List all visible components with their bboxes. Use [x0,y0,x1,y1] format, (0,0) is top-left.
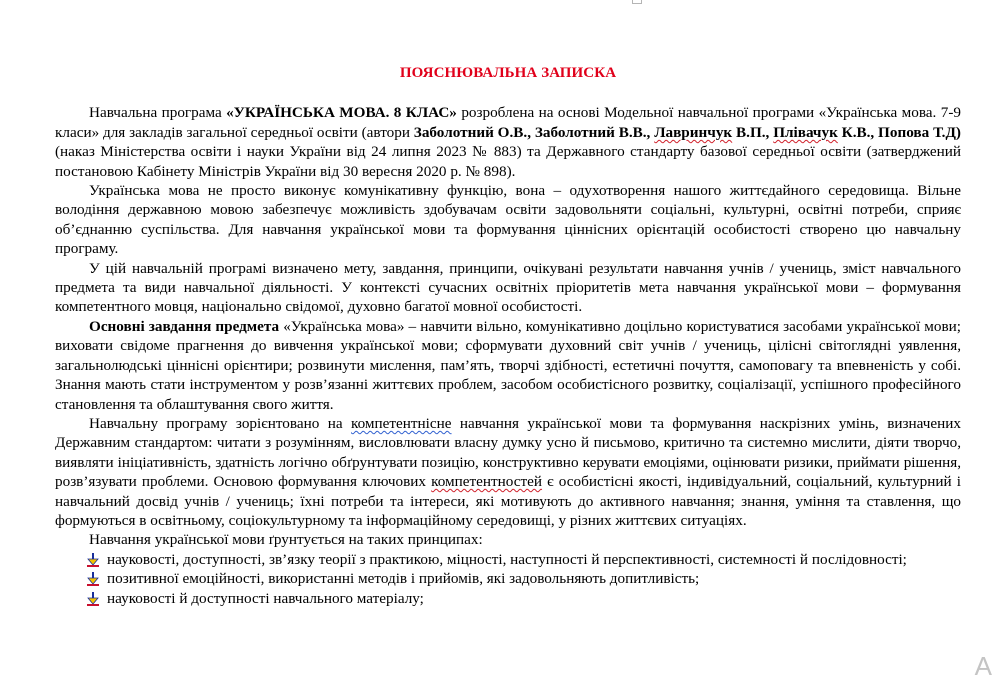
paragraph-language-role: Українська мова не просто виконує комунікативну функцію, вона – одухотворення нашого життєдайного середовища. Вільне володіння державною мовою забезпечує можливість здобувачам освіти задовольняти соціальні, культурні, освітні потреби, сприяє об’єднанню суспільства. Для навчання української мови та формування ціннісних орієнтацій особистості створено цю навчальну програму. [55,182,961,258]
text-run: «Українська мова» – навчити вільно, комунікативно доцільно користуватися засобами української мови; виховати свідоме прагнення до вивчення української мови; сформувати духовний світ учнів / учениць, цілісні світоглядні уявлення, загальнолюдські ціннісні орієнтири; розвинути мислення, пам’ять, творчі здібності, естетичні почуття, самоповагу та впевненість у собі. Знання мають стати інструментом у розв’язанні життєвих проблем, засобом особистісного розвитку, соціалізації, успішного професійного становлення та облаштування свого життя. [55,317,962,413]
text-run: Навчальна програма [89,104,227,122]
list-item [107,550,961,569]
list-item [107,589,961,608]
authors-bold: К.В., Попова Т.Д) [837,123,961,141]
authors-bold: В.П., [732,123,774,141]
paragraph-main-tasks [55,317,961,414]
text-run: (наказ Міністерства освіти і науки України від 24 липня 2023 № 883) та Державного стандарту базової середньої освіти (затверджений постановою Кабінету Міністрів України від 30 вересня 2020 р. № 898). [55,143,961,180]
paragraph-principles-intro: Навчання української мови ґрунтується на таких принципах: [89,531,483,549]
author-name-spellcheck: Плівачук [773,123,838,141]
text-run: навчання української мови та формування наскрізних умінь, визначених Державним стандартом: читати з розумінням, висловлювати власну думку усно й письмово, критично та системно мислити, діяти творчо, виявляти ініціативність, здатність логічно обґрунтувати позицію, конструктивно керувати емоціями, оцінювати ризики, приймати рішення, розв’язувати проблеми. Основою формування ключових [55,414,962,491]
list-item-text: науковості й доступності навчального матеріалу; [107,589,424,607]
text-run: розроблена на основі Модельної навчальної програми «Українська мова. 7-9 класи» для закладів загальної середньої освіти (автори [55,104,961,141]
text-run: Навчальну програму зорієнтовано на [89,414,351,432]
list-item-text: позитивної емоційності, використанні методів і прийомів, які задовольняють допитливість; [107,570,700,588]
corner-letter-glyph: A [974,651,992,681]
paragraph-intro [55,103,961,181]
program-name: «УКРАЇНСЬКА МОВА. 8 КЛАС» [226,104,457,122]
text-run: є особистісні якості, індивідуальний, соціальний, культурний і навчальний досвід учнів / учениць; їхні потреби та інтереси, які мотивують до активного навчання; знання, уміння та ставлення, що формуються в освітньому, соціокультурному та інформаційному середовищі, у різних життєвих ситуаціях. [55,473,961,529]
main-tasks-heading: Основні завдання предмета [89,317,280,335]
paragraph-competences [55,414,961,530]
authors-bold: Заболотний О.В., Заболотний В.В., [413,123,655,141]
arrow-down-bullet-icon [87,572,99,586]
document-body[interactable] [55,64,961,608]
arrow-down-bullet-icon [87,553,99,567]
list-item [107,569,961,588]
paragraph-program-goal: У цій навчальній програмі визначено мету, завдання, принципи, очікувані результати навчання учнів / учениць, зміст навчального предмета та види навчальної діяльності. У контексті сучасних освітніх пріоритетів мета навчання української мови – формування компетентного мовця, національно свідомої, духовно багатої мовної особистості. [55,259,961,316]
list-item-text: науковості, доступності, зв’язку теорії з практикою, міцності, наступності й перспективності, системності й послідовності; [107,550,907,568]
author-name-spellcheck: Лавринчук [654,123,733,141]
spellcheck-word: компетентнісне [351,414,452,432]
arrow-down-bullet-icon [87,592,99,606]
spellcheck-word: компетентностей [431,473,543,491]
page-edge-marker [632,0,642,4]
document-title: ПОЯСНЮВАЛЬНА ЗАПИСКА [399,65,617,81]
principles-list [55,550,961,608]
